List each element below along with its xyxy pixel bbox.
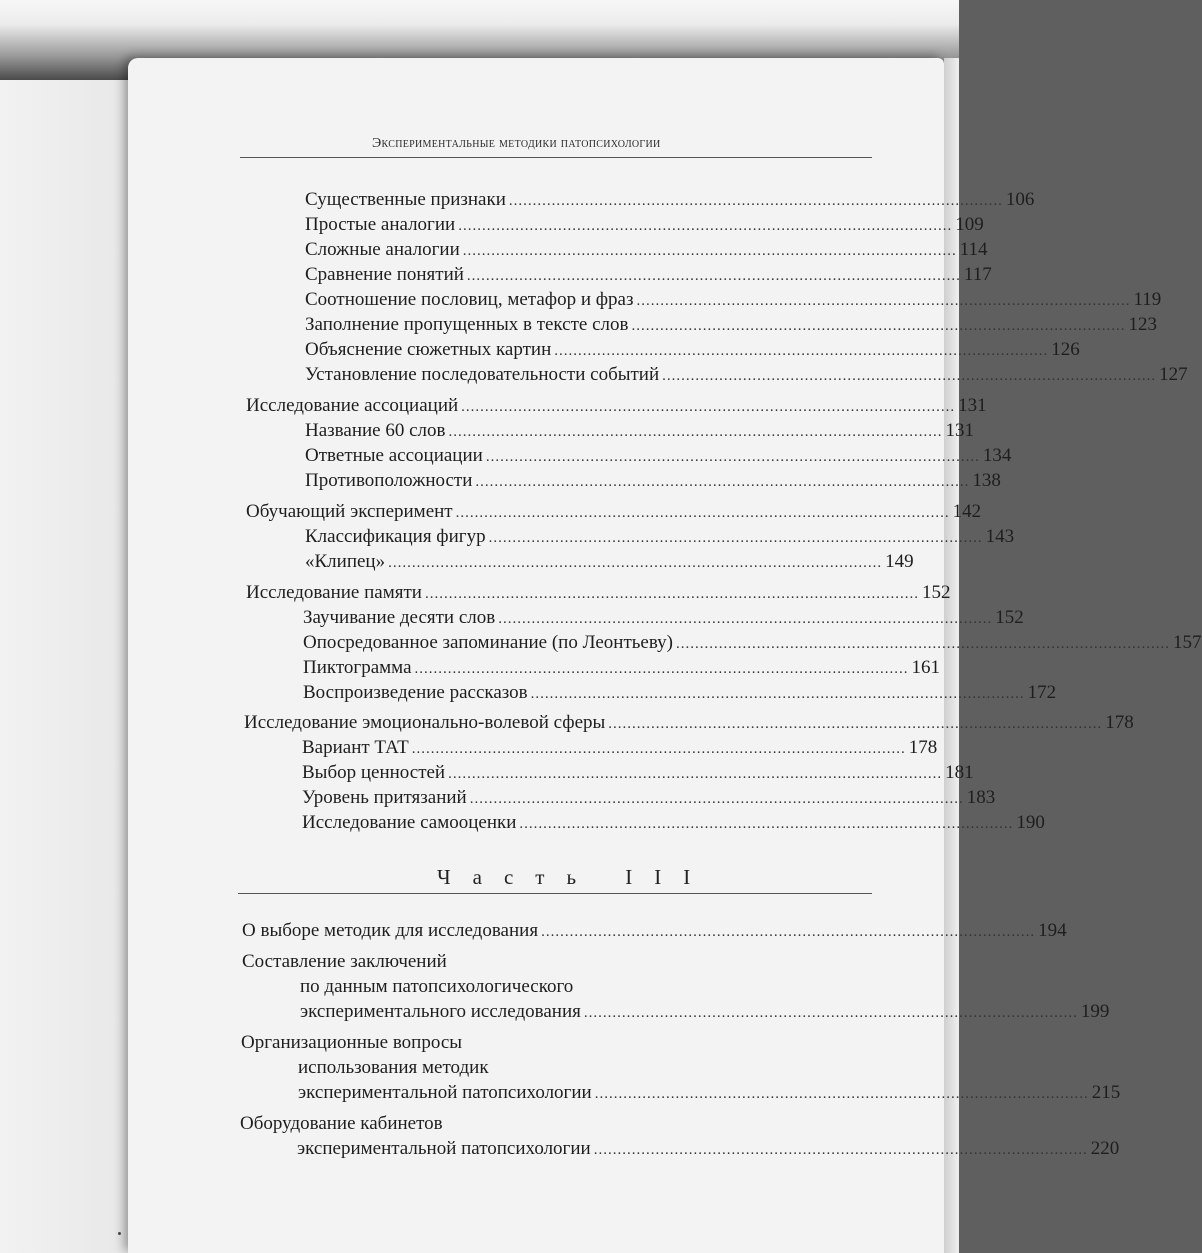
scan-speck: [118, 1232, 121, 1235]
toc-section: О выборе методик для исследования ........................................................................................................ 194: [242, 920, 1067, 941]
toc-entry: Исследование самооценки ........................................................................................................ 190: [302, 812, 1045, 833]
toc-entry: Классификация фигур ........................................................................................................ 143: [305, 526, 1015, 547]
part-heading: Часть III: [437, 865, 713, 889]
toc-section: Исследование ассоциаций ........................................................................................................ 131: [246, 395, 987, 416]
toc-entry: Пиктограмма ........................................................................................................ 161: [303, 657, 940, 678]
toc-entry: Воспроизведение рассказов ........................................................................................................ 172: [303, 682, 1057, 703]
toc-entry: Заучивание десяти слов ........................................................................................................ 152: [303, 607, 1024, 628]
toc-section: экспериментального исследования ........................................................................................................ 199: [300, 1001, 1110, 1022]
toc-section-line: Составление заключений: [242, 951, 447, 972]
toc-entry: Опосредованное запоминание (по Леонтьеву) ........................................................................................................ 157: [303, 632, 1202, 653]
toc-entry: Соотношение пословиц, метафор и фраз ........................................................................................................ 119: [305, 289, 1162, 310]
toc-entry: Существенные признаки ........................................................................................................ 106: [305, 189, 1035, 210]
toc-entry: Название 60 слов ........................................................................................................ 131: [305, 420, 974, 441]
header-rule: [240, 157, 872, 158]
toc-section-line: использования методик: [298, 1057, 489, 1078]
toc-section-line: по данным патопсихологического: [300, 976, 574, 997]
toc-section: Исследование эмоционально-волевой сферы ........................................................................................................ 178: [244, 712, 1134, 733]
toc-section: Обучающий эксперимент ........................................................................................................ 142: [246, 501, 982, 522]
toc-entry: Простые аналогии ........................................................................................................ 109: [305, 214, 984, 235]
part-rule: [238, 893, 872, 894]
toc-section: экспериментальной патопсихологии ........................................................................................................ 220: [297, 1138, 1120, 1159]
toc-entry: Сложные аналогии ........................................................................................................ 114: [305, 239, 988, 260]
toc-section: Исследование памяти ........................................................................................................ 152: [246, 582, 951, 603]
toc-entry: Объяснение сюжетных картин ........................................................................................................ 126: [305, 339, 1080, 360]
toc-entry: Заполнение пропущенных в тексте слов ........................................................................................................ 123: [305, 314, 1157, 335]
toc-entry: Выбор ценностей ........................................................................................................ 181: [302, 762, 974, 783]
toc-entry: Сравнение понятий ........................................................................................................ 117: [305, 264, 992, 285]
toc-entry: Уровень притязаний ........................................................................................................ 183: [302, 787, 996, 808]
toc-entry: Ответные ассоциации ........................................................................................................ 134: [305, 445, 1012, 466]
toc-entry: Противоположности ........................................................................................................ 138: [305, 470, 1001, 491]
toc-section: экспериментальной патопсихологии ........................................................................................................ 215: [298, 1082, 1121, 1103]
book-page: [128, 58, 1202, 1253]
toc-section-line: Оборудование кабинетов: [240, 1113, 443, 1134]
page-edge: [944, 58, 959, 1253]
toc-entry: «Клипец» ........................................................................................................ 149: [305, 551, 914, 572]
toc-entry: Установление последовательности событий ........................................................................................................ 127: [305, 364, 1188, 385]
toc-section-line: Организационные вопросы: [241, 1032, 463, 1053]
toc-entry: Вариант ТАТ ........................................................................................................ 178: [302, 737, 938, 758]
running-head: Экспериментальные методики патопсихологии: [372, 136, 661, 151]
